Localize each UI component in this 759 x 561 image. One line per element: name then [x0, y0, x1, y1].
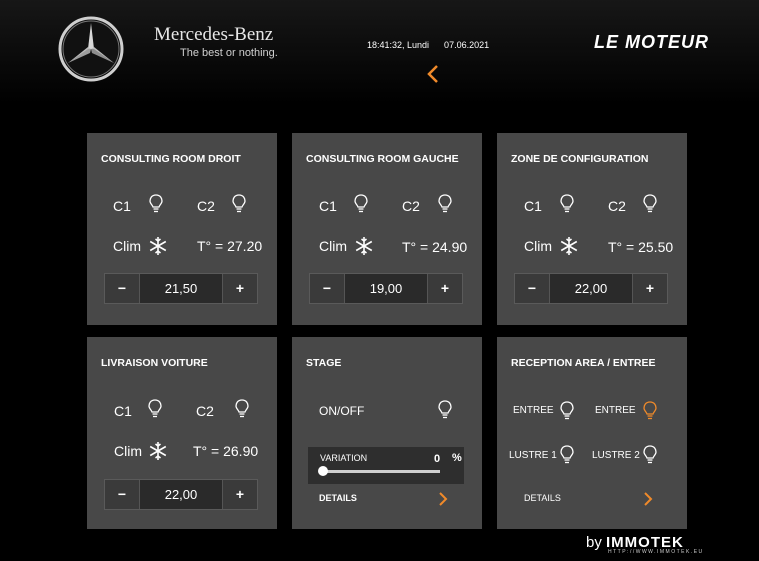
setpoint-stepper	[514, 273, 668, 304]
c2-label: C2	[608, 198, 626, 214]
clim-label: Clim	[114, 443, 142, 459]
setpoint-stepper	[104, 273, 258, 304]
lightbulb-on-icon[interactable]	[643, 401, 657, 421]
snowflake-icon[interactable]	[559, 236, 579, 256]
setpoint-value: 22,00	[164, 487, 198, 502]
room-panel-zone-configuration	[497, 133, 687, 325]
variation-unit: %	[452, 452, 462, 464]
c2-label: C2	[197, 198, 215, 214]
variation-value: 0	[434, 453, 441, 465]
chevron-right-icon[interactable]	[643, 491, 653, 507]
clim-label: Clim	[524, 238, 552, 254]
lightbulb-icon[interactable]	[438, 400, 452, 420]
room-panel-consulting-gauche	[292, 133, 482, 325]
footer-brand-name: IMMOTEK	[606, 534, 684, 551]
room-panel-consulting-droit	[87, 133, 277, 325]
c1-label: C1	[319, 198, 337, 214]
lightbulb-icon[interactable]	[560, 194, 574, 214]
snowflake-icon[interactable]	[148, 441, 168, 461]
footer-brand	[586, 534, 704, 555]
datetime-readout: 18:41:32, Lundi 07.06.2021	[367, 40, 490, 50]
lightbulb-icon[interactable]	[232, 194, 246, 214]
lightbulb-icon[interactable]	[235, 399, 249, 419]
c1-label: C1	[524, 198, 542, 214]
increase-button[interactable]: +	[632, 274, 667, 303]
chevron-left-icon[interactable]	[425, 64, 441, 84]
panel-title: RECEPTION AREA / ENTREE	[511, 357, 656, 369]
setpoint-stepper	[309, 273, 463, 304]
temperature-readout: T° = 26.90	[193, 443, 259, 459]
increase-button[interactable]: +	[427, 274, 462, 303]
entree-label: ENTREE	[513, 405, 554, 416]
c2-label: C2	[402, 198, 420, 214]
panel-title: CONSULTING ROOM DROIT	[101, 153, 241, 165]
setpoint-value: 21,50	[164, 281, 198, 296]
variation-control	[308, 447, 464, 484]
temperature-readout: T° = 24.90	[402, 239, 468, 255]
onoff-label: ON/OFF	[319, 404, 365, 418]
details-label: DETAILS	[524, 493, 561, 503]
temperature-readout: T° = 25.50	[608, 239, 674, 255]
brand-name: Mercedes-Benz	[154, 24, 274, 45]
panel-title: LIVRAISON VOITURE	[101, 357, 208, 369]
lightbulb-icon[interactable]	[560, 401, 574, 421]
panel-title: CONSULTING ROOM GAUCHE	[306, 153, 459, 165]
variation-slider-track[interactable]	[322, 470, 440, 473]
header-bar	[0, 0, 759, 104]
panel-title: STAGE	[306, 357, 342, 369]
temperature-readout: T° = 27.20	[197, 238, 263, 254]
decrease-button[interactable]: −	[310, 274, 345, 303]
setpoint-value: 22,00	[574, 281, 608, 296]
mercedes-star-icon	[58, 16, 124, 82]
decrease-button[interactable]: −	[515, 274, 550, 303]
setpoint-value: 19,00	[369, 281, 403, 296]
clim-label: Clim	[319, 238, 347, 254]
lustre-2-label: LUSTRE 2	[592, 450, 640, 461]
footer-url: HTTP://WWW.IMMOTEK.EU	[608, 549, 704, 555]
snowflake-icon[interactable]	[354, 236, 374, 256]
room-panel-livraison-voiture	[87, 337, 277, 529]
details-label: DETAILS	[319, 493, 357, 503]
c1-label: C1	[114, 403, 132, 419]
lightbulb-icon[interactable]	[560, 445, 574, 465]
reception-panel	[497, 337, 687, 529]
lightbulb-icon[interactable]	[438, 194, 452, 214]
decrease-button[interactable]: −	[105, 480, 140, 509]
lightbulb-icon[interactable]	[148, 399, 162, 419]
chevron-right-icon[interactable]	[438, 491, 448, 507]
variation-label: VARIATION	[320, 453, 368, 463]
lightbulb-icon[interactable]	[643, 194, 657, 214]
snowflake-icon[interactable]	[148, 236, 168, 256]
lustre-1-label: LUSTRE 1	[509, 450, 557, 461]
c1-label: C1	[113, 198, 131, 214]
variation-slider-handle[interactable]	[318, 466, 328, 476]
lightbulb-icon[interactable]	[643, 445, 657, 465]
panel-title: ZONE DE CONFIGURATION	[511, 153, 649, 165]
footer-by: by	[586, 534, 602, 551]
increase-button[interactable]: +	[222, 274, 257, 303]
clim-label: Clim	[113, 238, 141, 254]
stage-panel	[292, 337, 482, 529]
brand-tagline: The best or nothing.	[180, 47, 278, 59]
entree-label: ENTREE	[595, 405, 636, 416]
lightbulb-icon[interactable]	[354, 194, 368, 214]
setpoint-stepper	[104, 479, 258, 510]
lightbulb-icon[interactable]	[149, 194, 163, 214]
site-title: LE MOTEUR	[594, 32, 709, 52]
c2-label: C2	[196, 403, 214, 419]
increase-button[interactable]: +	[222, 480, 257, 509]
decrease-button[interactable]: −	[105, 274, 140, 303]
